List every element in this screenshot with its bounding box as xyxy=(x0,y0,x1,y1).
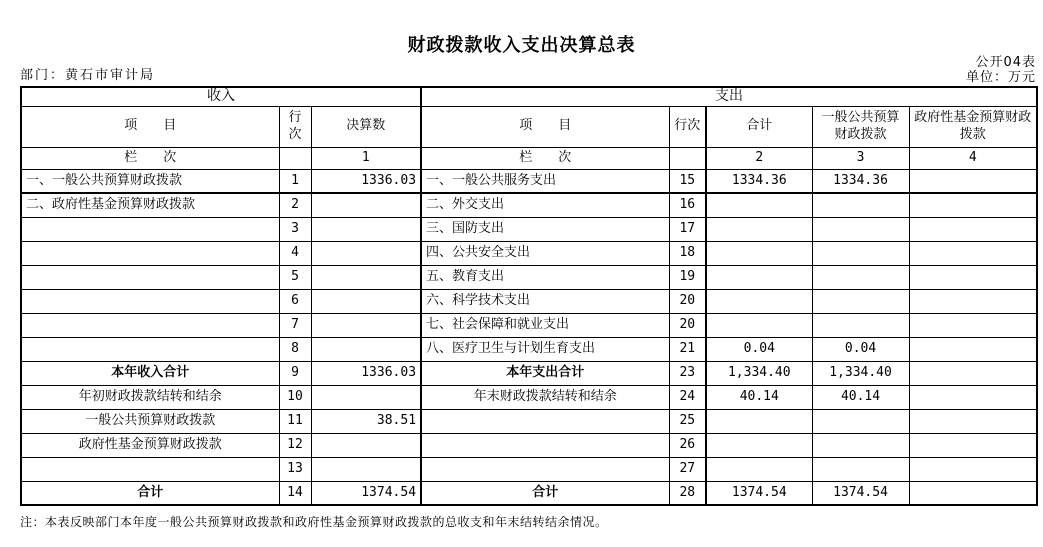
expense-general-cell xyxy=(812,289,909,313)
expense-general-header: 一般公共预算财政拨款 xyxy=(812,106,909,147)
expense-line-cell: 15 xyxy=(669,169,706,193)
income-item-cell xyxy=(21,457,279,481)
table-row xyxy=(21,265,1037,289)
expense-total-cell xyxy=(706,193,812,217)
expense-item-cell: 八、医疗卫生与计划生育支出 xyxy=(421,337,669,361)
expense-item-cell: 四、公共安全支出 xyxy=(421,241,669,265)
income-amount-cell xyxy=(311,457,421,481)
expense-item-cell: 一、一般公共服务支出 xyxy=(421,169,669,193)
expense-fund-cell xyxy=(909,313,1037,337)
table-row xyxy=(21,361,1037,385)
income-line-cell: 10 xyxy=(279,385,311,409)
expense-line-cell: 28 xyxy=(669,481,706,505)
expense-general-cell: 1,334.40 xyxy=(812,361,909,385)
expense-total-cell xyxy=(706,409,812,433)
expense-general-cell xyxy=(812,433,909,457)
income-line-cell: 2 xyxy=(279,193,311,217)
table-row xyxy=(21,385,1037,409)
table-body xyxy=(21,169,1037,505)
income-amount-cell: 1336.03 xyxy=(311,169,421,193)
expense-line-cell: 18 xyxy=(669,241,706,265)
expense-item-cell: 三、国防支出 xyxy=(421,217,669,241)
income-item-cell: 年初财政拨款结转和结余 xyxy=(21,385,279,409)
income-amount-cell xyxy=(311,193,421,217)
expense-total-cell xyxy=(706,217,812,241)
table-row xyxy=(21,337,1037,361)
income-line-cell: 5 xyxy=(279,265,311,289)
expense-line-cell: 23 xyxy=(669,361,706,385)
expense-total-cell xyxy=(706,433,812,457)
expense-line-cell: 27 xyxy=(669,457,706,481)
expense-general-cell: 0.04 xyxy=(812,337,909,361)
expense-fund-cell xyxy=(909,433,1037,457)
income-amount-colno: 1 xyxy=(311,147,421,169)
expense-general-cell xyxy=(812,313,909,337)
expense-fund-header: 政府性基金预算财政拨款 xyxy=(909,106,1037,147)
expense-total-colno: 2 xyxy=(706,147,812,169)
expense-general-cell xyxy=(812,193,909,217)
expense-line-cell: 26 xyxy=(669,433,706,457)
expense-total-cell: 40.14 xyxy=(706,385,812,409)
income-amount-cell xyxy=(311,433,421,457)
expense-total-cell: 1334.36 xyxy=(706,169,812,193)
table-row xyxy=(21,409,1037,433)
income-amount-cell: 1336.03 xyxy=(311,361,421,385)
income-line-cell: 7 xyxy=(279,313,311,337)
income-amount-cell xyxy=(311,265,421,289)
expense-item-cell xyxy=(421,433,669,457)
department-label: 部门：黄石市审计局 xyxy=(20,68,156,83)
income-line-cell: 3 xyxy=(279,217,311,241)
income-line-cell: 13 xyxy=(279,457,311,481)
expense-fund-cell xyxy=(909,337,1037,361)
expense-general-cell: 1334.36 xyxy=(812,169,909,193)
table-row xyxy=(21,481,1037,505)
expense-total-cell xyxy=(706,313,812,337)
expense-fund-cell xyxy=(909,457,1037,481)
table-row xyxy=(21,313,1037,337)
expense-fund-cell xyxy=(909,409,1037,433)
table-code: 公开04表 xyxy=(975,55,1036,70)
expense-line-cell: 25 xyxy=(669,409,706,433)
expense-fund-cell xyxy=(909,289,1037,313)
table-row xyxy=(21,433,1037,457)
expense-line-cell: 21 xyxy=(669,337,706,361)
income-item-cell xyxy=(21,265,279,289)
income-section-header: 收入 xyxy=(21,87,421,106)
income-line-cell: 12 xyxy=(279,433,311,457)
income-line-cell: 6 xyxy=(279,289,311,313)
expense-line-cell: 24 xyxy=(669,385,706,409)
expense-total-cell xyxy=(706,241,812,265)
expense-fund-cell xyxy=(909,361,1037,385)
expense-lanci-blank xyxy=(669,147,706,169)
expense-line-header: 行次 xyxy=(669,106,706,147)
table-row xyxy=(21,217,1037,241)
income-amount-cell xyxy=(311,289,421,313)
income-item-cell xyxy=(21,337,279,361)
table-row xyxy=(21,289,1037,313)
income-line-header: 行次 xyxy=(279,106,311,147)
expense-total-cell: 1,334.40 xyxy=(706,361,812,385)
budget-table xyxy=(20,86,1038,506)
income-amount-cell xyxy=(311,313,421,337)
income-amount-cell xyxy=(311,217,421,241)
expense-line-cell: 20 xyxy=(669,289,706,313)
expense-item-cell: 本年支出合计 xyxy=(421,361,669,385)
income-lanci-label: 栏 次 xyxy=(21,147,279,169)
expense-total-cell: 1374.54 xyxy=(706,481,812,505)
expense-item-cell xyxy=(421,409,669,433)
expense-general-cell xyxy=(812,217,909,241)
income-item-cell xyxy=(21,289,279,313)
income-line-cell: 8 xyxy=(279,337,311,361)
expense-line-cell: 16 xyxy=(669,193,706,217)
expense-general-cell xyxy=(812,457,909,481)
expense-item-cell xyxy=(421,457,669,481)
income-line-cell: 1 xyxy=(279,169,311,193)
table-row xyxy=(21,193,1037,217)
expense-item-cell: 年末财政拨款结转和结余 xyxy=(421,385,669,409)
footer-note: 注：本表反映部门本年度一般公共预算财政拨款和政府性基金预算财政拨款的总收支和年末结转结余情况。 xyxy=(20,515,608,529)
income-item-cell: 合计 xyxy=(21,481,279,505)
expense-total-header: 合计 xyxy=(706,106,812,147)
income-line-cell: 9 xyxy=(279,361,311,385)
expense-fund-cell xyxy=(909,481,1037,505)
income-line-cell: 14 xyxy=(279,481,311,505)
expense-general-cell: 1374.54 xyxy=(812,481,909,505)
income-amount-cell: 1374.54 xyxy=(311,481,421,505)
income-amount-header: 决算数 xyxy=(311,106,421,147)
expense-line-cell: 20 xyxy=(669,313,706,337)
income-item-cell: 一般公共预算财政拨款 xyxy=(21,409,279,433)
expense-fund-cell xyxy=(909,265,1037,289)
expense-general-colno: 3 xyxy=(812,147,909,169)
income-item-cell: 一、一般公共预算财政拨款 xyxy=(21,169,279,193)
expense-fund-colno: 4 xyxy=(909,147,1037,169)
income-item-header: 项 目 xyxy=(21,106,279,147)
expense-line-cell: 17 xyxy=(669,217,706,241)
expense-total-cell xyxy=(706,457,812,481)
table-row xyxy=(21,241,1037,265)
expense-item-cell: 合计 xyxy=(421,481,669,505)
income-item-cell: 政府性基金预算财政拨款 xyxy=(21,433,279,457)
income-item-cell xyxy=(21,313,279,337)
expense-general-cell xyxy=(812,241,909,265)
expense-total-cell: 0.04 xyxy=(706,337,812,361)
expense-section-header: 支出 xyxy=(421,87,1037,106)
expense-fund-cell xyxy=(909,385,1037,409)
income-amount-cell: 38.51 xyxy=(311,409,421,433)
income-amount-cell xyxy=(311,337,421,361)
expense-fund-cell xyxy=(909,217,1037,241)
income-line-cell: 4 xyxy=(279,241,311,265)
income-item-cell xyxy=(21,241,279,265)
expense-item-header: 项 目 xyxy=(421,106,669,147)
expense-item-cell: 六、科学技术支出 xyxy=(421,289,669,313)
income-line-cell: 11 xyxy=(279,409,311,433)
expense-item-cell: 七、社会保障和就业支出 xyxy=(421,313,669,337)
page-title: 财政拨款收入支出决算总表 xyxy=(407,35,636,56)
expense-general-cell xyxy=(812,265,909,289)
income-item-cell xyxy=(21,217,279,241)
expense-general-cell: 40.14 xyxy=(812,385,909,409)
table-row xyxy=(21,457,1037,481)
expense-lanci-label: 栏 次 xyxy=(421,147,669,169)
income-item-cell: 本年收入合计 xyxy=(21,361,279,385)
income-amount-cell xyxy=(311,241,421,265)
expense-fund-cell xyxy=(909,193,1037,217)
expense-fund-cell xyxy=(909,169,1037,193)
expense-fund-cell xyxy=(909,241,1037,265)
expense-total-cell xyxy=(706,289,812,313)
expense-line-cell: 19 xyxy=(669,265,706,289)
expense-total-cell xyxy=(706,265,812,289)
income-lanci-blank xyxy=(279,147,311,169)
table-row xyxy=(21,169,1037,193)
unit-label: 单位：万元 xyxy=(965,70,1036,85)
income-amount-cell xyxy=(311,385,421,409)
income-item-cell: 二、政府性基金预算财政拨款 xyxy=(21,193,279,217)
expense-item-cell: 五、教育支出 xyxy=(421,265,669,289)
expense-item-cell: 二、外交支出 xyxy=(421,193,669,217)
expense-general-cell xyxy=(812,409,909,433)
